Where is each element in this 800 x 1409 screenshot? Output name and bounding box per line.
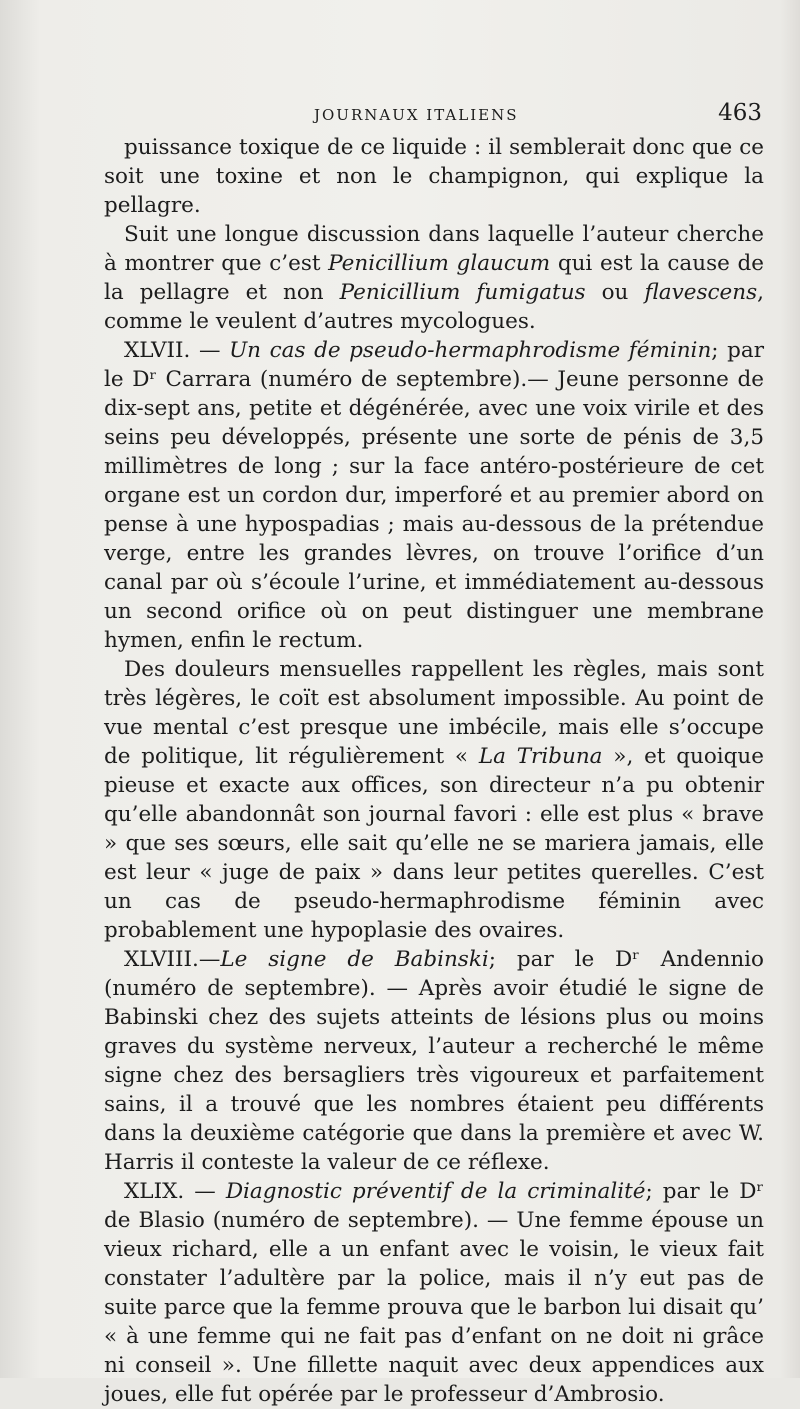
page-number: 463 bbox=[718, 100, 762, 126]
section-title: Un cas de pseudo-hermaphrodisme féminin bbox=[229, 338, 712, 363]
paragraph-4 bbox=[104, 655, 764, 945]
section-xlvii bbox=[104, 336, 764, 655]
text-segment: Des douleurs mensuelles rappellent les règles, mais sont très légères, le coït est absolument impossible. Au point de vue mental c’est presque une imbécile, mais elle s’occupe de politique, lit régulièrement « bbox=[104, 657, 764, 769]
italic-segment: flavescens bbox=[644, 280, 758, 305]
running-head: JOURNAUX ITALIENS bbox=[314, 106, 519, 124]
section-title: Diagnostic préventif de la criminalité bbox=[225, 1179, 646, 1204]
italic-segment: Penicillium fumigatus bbox=[339, 280, 586, 305]
text-segment: ou bbox=[585, 280, 645, 305]
text-segment: ; par le Dʳ Andennio (numéro de septembre). — Après avoir étudié le signe de Babinski chez des sujets atteints de lésions plus ou moins graves du système nerveux, l’auteur a recherché le même signe chez des bersagliers très vigoureux et parfaitement sains, il a trouvé que les nombres étaient peu différents dans la deuxième catégorie que dans la première et avec W. Harris il conteste la valeur de ce réflexe. bbox=[104, 947, 764, 1175]
text-segment: , comme le veulent d’autres mycologues. bbox=[104, 280, 764, 334]
section-xlix bbox=[104, 1177, 764, 1409]
section-number: XLVII. — bbox=[124, 338, 230, 363]
body-text bbox=[104, 133, 764, 1409]
paragraph-2 bbox=[104, 220, 764, 336]
page-header bbox=[104, 100, 776, 134]
text-segment: ; par le Dʳ de Blasio (numéro de septembre). — Une femme épouse un vieux richard, elle a un enfant avec le voisin, le vieux fait constater l’adultère par la police, mais il n’y eut pas de suite parce que la femme prouva que le barbon lui disait qu’ « à une femme qui ne fait pas d’enfant on ne doit ni grâce ni conseil ». Une fillette naquit avec deux appendices aux joues, elle fut opérée par le professeur d’Ambrosio. bbox=[104, 1179, 764, 1407]
section-title: Le signe de Babinski bbox=[220, 947, 489, 972]
italic-segment: La Tribuna bbox=[478, 744, 603, 769]
section-xlviii bbox=[104, 945, 764, 1177]
text-segment: ; par le Dʳ Carrara (numéro de septembre).— Jeune personne de dix-sept ans, petite et dégénérée, avec une voix virile et des seins peu développés, présente une sorte de pénis de 3,5 millimètres de long ; sur la face antéro-postérieure de cet organe est un cordon dur, imperforé et au premier abord on pense à une hypospadias ; mais au-dessous de la prétendue verge, entre les grandes lèvres, on trouve l’orifice d’un canal par où s’écoule l’urine, et immédiatement au-dessous un second orifice où on peut distinguer une membrane hymen, enfin le rectum. bbox=[104, 338, 764, 653]
italic-segment: Penicillium glaucum bbox=[328, 251, 551, 276]
section-number: XLVIII.— bbox=[124, 947, 221, 972]
text-segment: puissance toxique de ce liquide : il semblerait donc que ce soit une toxine et non le champignon, qui explique la pellagre. bbox=[104, 135, 764, 218]
text-segment: », et quoique pieuse et exacte aux offices, son directeur n’a pu obtenir qu’elle abandonnât son journal favori : elle est plus « brave » que ses sœurs, elle sait qu’elle ne se mariera jamais, elle est leur « juge de paix » dans leur petites querelles. C’est un cas de pseudo-hermaphrodisme féminin avec probablement une hypoplasie des ovaires. bbox=[104, 744, 764, 943]
paragraph-1 bbox=[104, 133, 764, 220]
section-number: XLIX. — bbox=[124, 1179, 226, 1204]
text-segment: qui est la cause de la pellagre et non bbox=[104, 251, 764, 305]
text-segment: Suit une longue discussion dans laquelle l’auteur cherche à montrer que c’est bbox=[104, 222, 764, 276]
